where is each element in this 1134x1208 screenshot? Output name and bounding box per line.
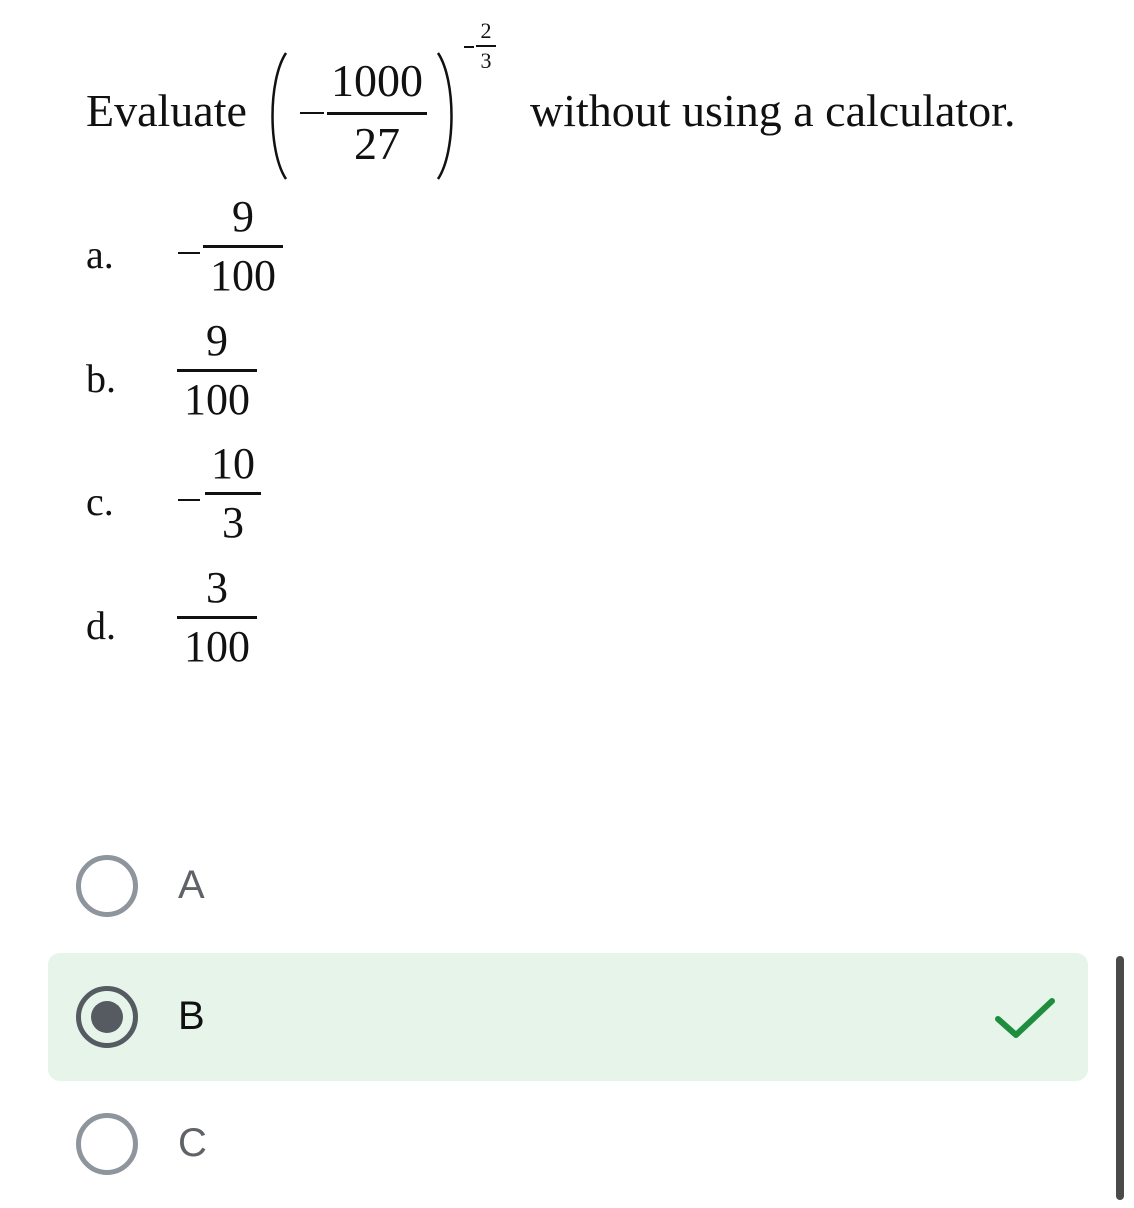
choice-letter: b. [86, 356, 116, 401]
choice-denominator: 100 [210, 251, 276, 300]
fraction-bar [177, 369, 257, 372]
choice-c [86, 439, 486, 552]
exponent-denominator: 3 [480, 48, 492, 73]
choice-numerator: 3 [206, 563, 228, 612]
option-label-a: A [178, 863, 205, 907]
exponent-fraction [475, 20, 497, 72]
option-b[interactable] [48, 953, 1088, 1081]
fraction-bar [205, 492, 261, 495]
radio-selected-dot [91, 1001, 123, 1033]
left-parenthesis [266, 50, 288, 182]
choice-letter: a. [86, 232, 114, 277]
question-prefix: Evaluate [86, 85, 247, 136]
choice-fraction [204, 439, 262, 547]
option-c[interactable] [48, 1080, 1088, 1208]
choice-minus-sign [178, 252, 200, 254]
choice-denominator: 100 [184, 375, 250, 424]
option-label-b: B [178, 994, 205, 1038]
choice-fraction [176, 563, 258, 671]
scrollbar[interactable] [1116, 956, 1124, 1200]
option-label-c: C [178, 1121, 207, 1165]
choice-d [86, 563, 486, 676]
exponent-fraction-bar [476, 45, 496, 47]
choice-letter: d. [86, 603, 116, 648]
exponent-numerator: 2 [480, 18, 492, 43]
base-minus-sign [300, 112, 324, 114]
choice-denominator: 3 [222, 498, 244, 547]
question-suffix: without using a calculator. [530, 85, 1016, 136]
question-expression [86, 20, 1116, 180]
choice-fraction [202, 192, 284, 300]
choice-numerator: 10 [211, 439, 255, 488]
choice-numerator: 9 [206, 316, 228, 365]
base-numerator: 1000 [331, 55, 423, 106]
base-fraction [326, 55, 428, 169]
fraction-bar [177, 616, 257, 619]
choice-b [86, 316, 486, 429]
option-a[interactable] [48, 822, 1088, 950]
fraction-bar [203, 245, 283, 248]
choice-a [86, 192, 486, 305]
check-icon [994, 995, 1056, 1041]
radio-button-c[interactable] [76, 1113, 138, 1175]
choice-numerator: 9 [232, 192, 254, 241]
base-fraction-bar [327, 112, 427, 115]
choice-letter: c. [86, 479, 114, 524]
base-denominator: 27 [354, 118, 400, 169]
radio-button-b[interactable] [76, 986, 138, 1048]
right-parenthesis [436, 50, 458, 182]
exponent-minus-sign [464, 46, 474, 48]
choice-minus-sign [178, 499, 200, 501]
radio-button-a[interactable] [76, 855, 138, 917]
choice-fraction [176, 316, 258, 424]
choice-denominator: 100 [184, 622, 250, 671]
